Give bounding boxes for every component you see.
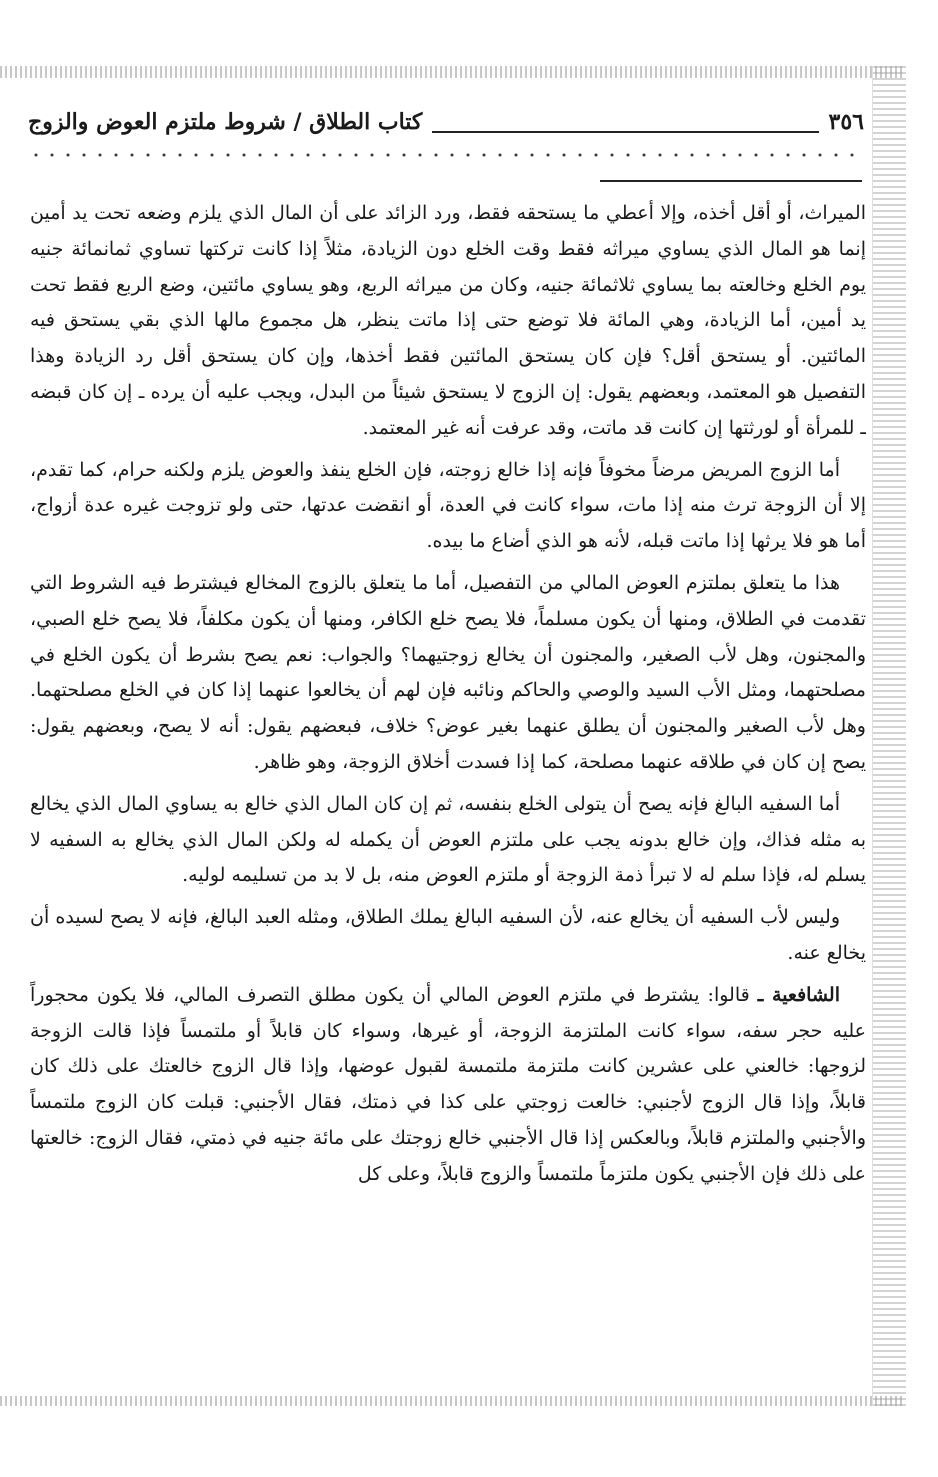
paragraph: أما السفيه البالغ فإنه يصح أن يتولى الخلع بنفسه، ثم إن كان المال الذي خالع به يساوي المال الذي يخالع به مثله فذاك، وإن خالع بدونه يجب على ملتزم العوض أن يكمله له ولكن المال الذي يخالع به السفيه لا يسلم له، فإذا سلم له لا تبرأ ذمة الزوجة أو ملتزم العوض منه، بل لا بد من تسليمه لوليه. xyxy=(30,792,866,887)
paragraph: وليس لأب السفيه أن يخالع عنه، لأن السفيه البالغ يملك الطلاق، ومثله العبد البالغ، فإنه لا يصح لسيده أن يخالع عنه. xyxy=(30,906,866,964)
chapter-title: كتاب الطلاق / شروط ملتزم العوض والزوج xyxy=(28,109,423,135)
ornamental-border-right xyxy=(872,66,906,1406)
paragraph: الشافعية ـ قالوا: يشترط في ملتزم العوض المالي أن يكون مطلق التصرف المالي، فلا يكون محجوراً عليه حجر سفه، سواء كانت الملتزمة الزوجة، أو غيرها، وسواء كان قابلاً أو ملتمساً فإذا قالت الزوجة لزوجها: خالعني على عشرين كانت ملتزمة ملتمسة لقبول عوضها، وإذا قال الزوج خالعتك على ذلك كان قابلاً، وإذا قال الزوج لأجنبي: خالعت زوجتي على كذا في ذمتك، فقال الأجنبي: قبلت كان الزوج ملتمساً والأجنبي والملتزم قابلاً، وبالعكس إذا قال الأجنبي خالع زوجتك على مائة جنيه في ذمتي، فقال الزوج: خالعتها على ذلك فإن الأجنبي يكون ملتزماً ملتمساً والزوج قابلاً، وعلى كل xyxy=(30,983,866,1185)
paragraph: الميراث، أو أقل أخذه، وإلا أعطي ما يستحقه فقط، ورد الزائد على أن المال الذي يلزم وضعه تحت يد أمين إنما هو المال الذي يساوي ميراثه فقط وقت الخلع دون الزيادة، مثلاً إذا كانت تركتها تساوي ثمانمائة جنيه يوم الخلع وخالعته بما يساوي ثلاثمائة جنيه، وكان من ميراثه الربع، وهو يساوي مائتين، وضع الربع فقط تحت يد أمين، أما الزيادة، وهي المائة فلا توضع حتى إذا ماتت ينظر، هل مجموع مالها الذي بقي يستحق فيه المائتين. أو يستحق أقل؟ فإن كان يستحق المائتين فقط أخذها، وإن كان يستحق أقل رد الزيادة وهذا التفصيل هو المعتمد، وبعضهم يقول: إن الزوج لا يستحق شيئاً من البدل، ويجب عليه أن يرده ـ إن كان قبضه ـ للمرأة أو لورثتها إن كانت قد ماتت، وقد عرفت أنه غير المعتمد. xyxy=(30,202,866,439)
running-header xyxy=(28,102,864,142)
footnote-rule xyxy=(600,180,862,182)
ornamental-border-bottom xyxy=(0,1396,905,1406)
paragraph: أما الزوج المريض مرضاً مخوفاً فإنه إذا خالع زوجته، فإن الخلع ينفذ والعوض يلزم ولكنه حرام، كما تقدم، إلا أن الزوجة ترث منه إذا مات، سواء كانت في العدة، أو انقضت عدتها، حتى ولو تزوجت غيره عدة أزواج، أما هو فلا يرثها إذا ماتت قبله، لأنه هو الذي أضاع ما بيده. xyxy=(30,458,866,553)
dotted-separator xyxy=(28,148,864,162)
body-text xyxy=(30,196,866,1386)
header-rule xyxy=(432,111,818,133)
school-heading: الشافعية ـ xyxy=(757,983,840,1006)
paragraph: هذا ما يتعلق بملتزم العوض المالي من التفصيل، أما ما يتعلق بالزوج المخالع فيشترط فيه الشروط التي تقدمت في الطلاق، ومنها أن يكون مسلماً، فلا يصح خلع الكافر، ومنها أن يكون مكلفاً، فلا يصح خلع الصبي، والمجنون، وهل لأب الصغير، والمجنون أن يخالع زوجتيهما؟ والجواب: نعم يصح بشرط أن يكون الخلع في مصلحتهما، ومثل الأب السيد والوصي والحاكم ونائبه فإن لهم أن يخالعوا عنهما إذا كان في الخلع مصلحتهما. وهل لأب الصغير والمجنون أن يطلق عنهما بغير عوض؟ خلاف، فبعضهم يقول: أنه لا يصح، وبعضهم يقول: يصح إن كان في طلاقه عنهما مصلحة، كما إذا فسدت أخلاق الزوجة، وهو ظاهر. xyxy=(30,571,866,773)
ornamental-border-top xyxy=(0,66,905,78)
page-number: ٣٥٦ xyxy=(828,109,864,135)
